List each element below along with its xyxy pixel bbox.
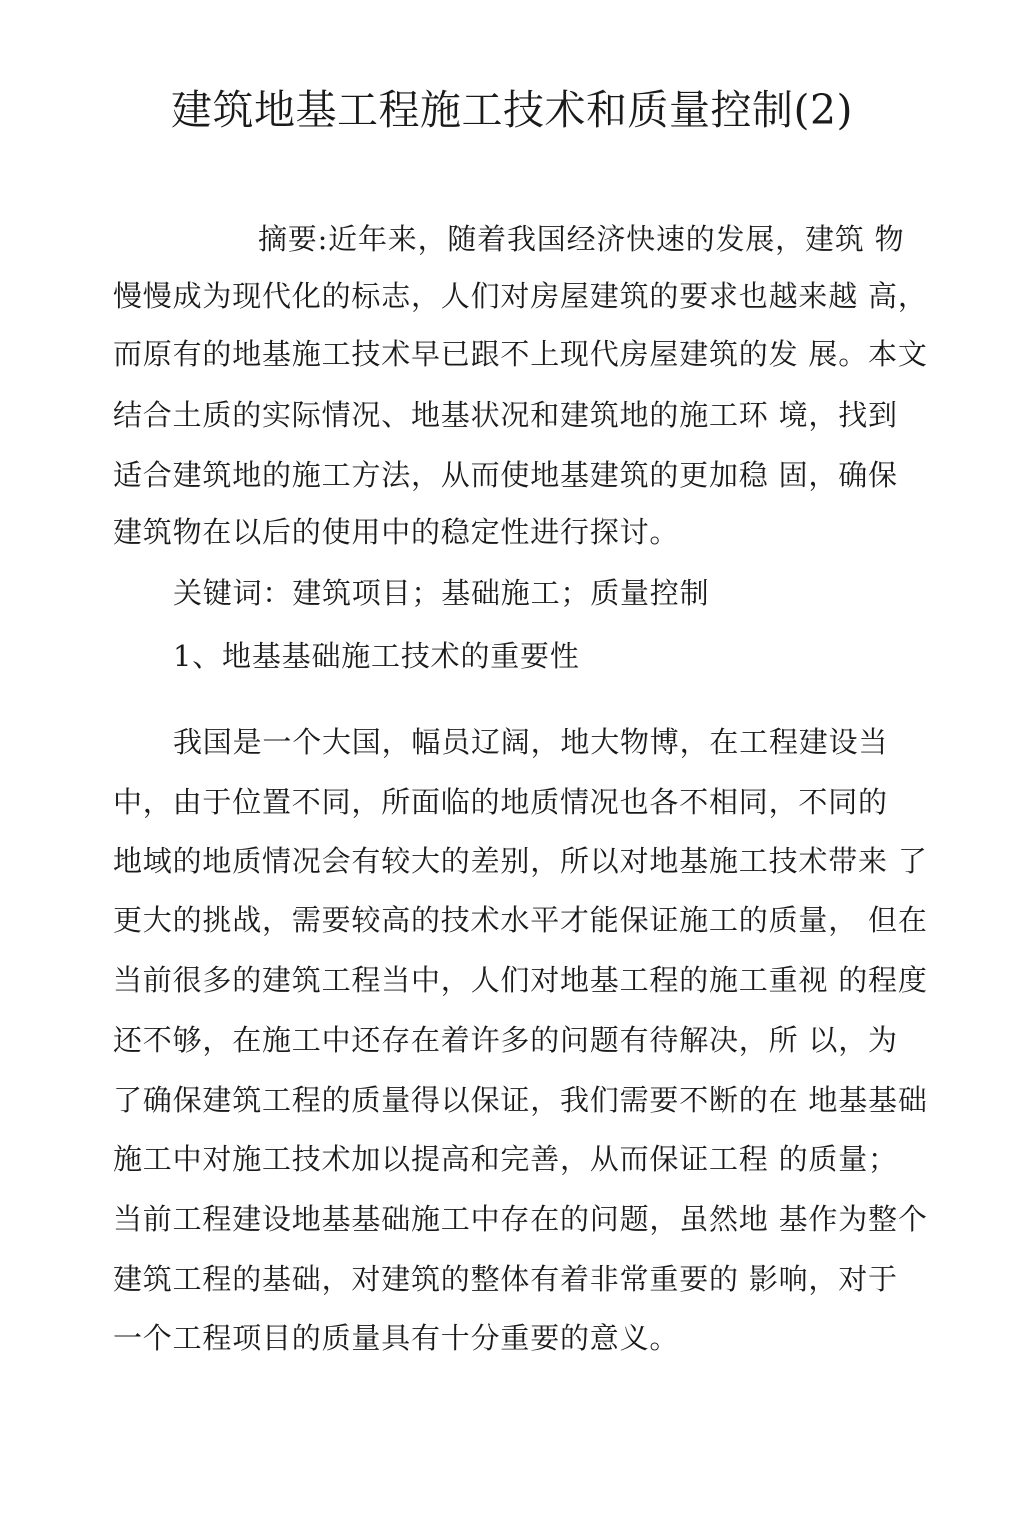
section-heading: 1、地基基础施工技术的重要性 — [173, 639, 580, 673]
body-line: 中，由于位置不同，所面临的地质情况也各不相同，不同的 — [113, 785, 888, 819]
body-line: 了确保建筑工程的质量得以保证，我们需要不断的在 地基基础 — [113, 1083, 928, 1117]
abstract-line: 适合建筑地的施工方法，从而使地基建筑的更加稳 固，确保 — [113, 458, 898, 492]
abstract-line: 建筑物在以后的使用中的稳定性进行探讨。 — [113, 515, 680, 549]
keywords-line: 关键词：建筑项目；基础施工；质量控制 — [173, 576, 710, 610]
body-line: 一个工程项目的质量具有十分重要的意义。 — [113, 1321, 680, 1355]
body-line: 当前很多的建筑工程当中，人们对地基工程的施工重视 的程度 — [113, 963, 928, 997]
body-line: 施工中对施工技术加以提高和完善，从而保证工程 的质量； — [113, 1142, 898, 1176]
body-line: 建筑工程的基础，对建筑的整体有着非常重要的 影响，对于 — [113, 1262, 898, 1296]
abstract-line: 而原有的地基施工技术早已跟不上现代房屋建筑的发 展。本文 — [113, 337, 928, 371]
abstract-line: 结合土质的实际情况、地基状况和建筑地的施工环 境，找到 — [113, 398, 898, 432]
abstract-line: 慢慢成为现代化的标志，人们对房屋建筑的要求也越来越 高， — [113, 279, 928, 313]
body-line: 我国是一个大国，幅员辽阔，地大物博，在工程建设当 — [173, 725, 889, 759]
abstract-line: 摘要:近年来，随着我国经济快速的发展，建筑 物 — [258, 222, 905, 256]
body-line: 还不够，在施工中还存在着许多的问题有待解决，所 以，为 — [113, 1023, 898, 1057]
body-line: 更大的挑战，需要较高的技术水平才能保证施工的质量， 但在 — [113, 903, 928, 937]
body-line: 当前工程建设地基基础施工中存在的问题，虽然地 基作为整个 — [113, 1202, 928, 1236]
body-line: 地域的地质情况会有较大的差别，所以对地基施工技术带来 了 — [113, 844, 928, 878]
document-title: 建筑地基工程施工技术和质量控制(2) — [170, 86, 854, 134]
